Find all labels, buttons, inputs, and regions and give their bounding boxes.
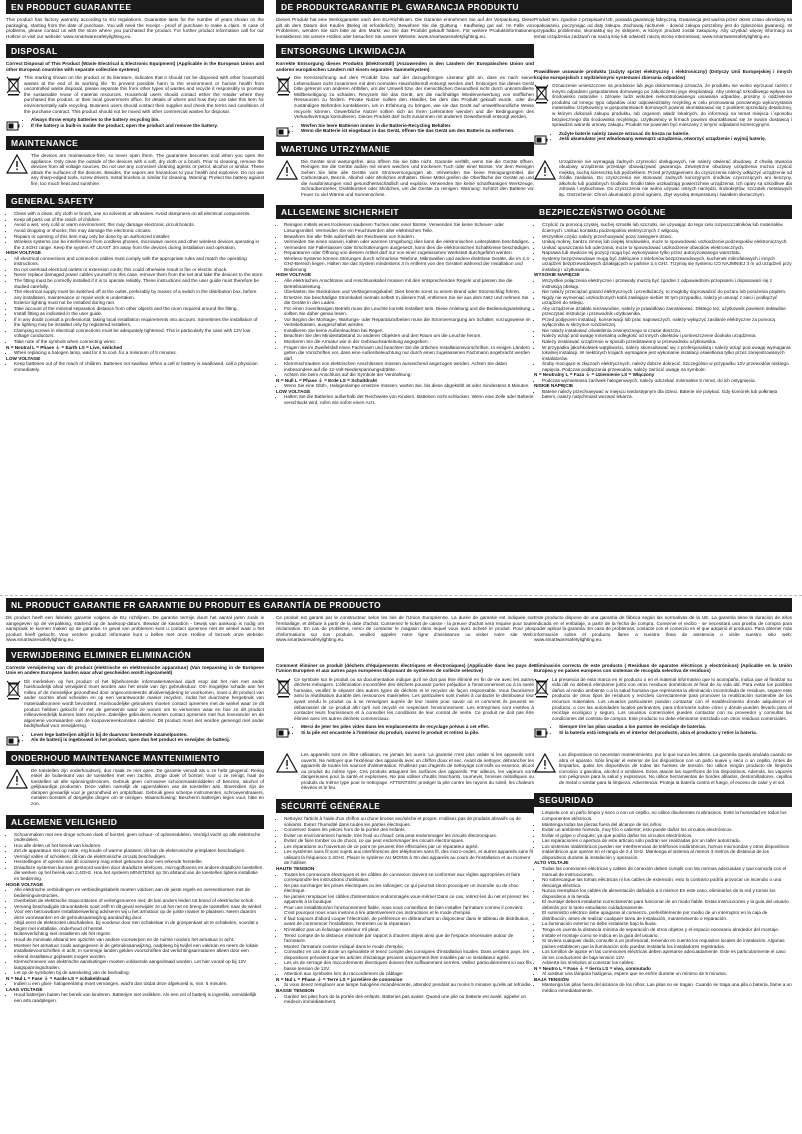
battery-row xyxy=(6,117,264,131)
safety-item: • Ne pas surcharger les prises électriques ou les rallonges; ce qui pourrait sinon provoquer un incendie ou de choc électrique. xyxy=(284,883,534,894)
battery-note: • Lever lege batterijen altijd in bij de daarvoor bestemde inzamelpunten. xyxy=(31,732,264,738)
safety-item: • Vermeiden Sie einen nassen, kalten oder warmen Umgebung; dies kann die elektronischen Leiterplatten beschädigen. xyxy=(284,239,534,245)
guarantee-section xyxy=(534,598,792,643)
safety-item: • No sobrecargue las tomas eléctricas ni los cables de extensión; esto lo contrario podría provocar un incendio o una descarga eléctrica. xyxy=(542,877,792,888)
safety-item: • La iluminación exterior no debe instalarse bajo la lluvia. xyxy=(542,921,792,927)
safety-list xyxy=(6,211,264,372)
battery-notes xyxy=(23,117,264,131)
safety-item: WYSOKIE NAPIĘCIE xyxy=(534,272,580,278)
safety-item: • Keep all parts out of the reach of children. xyxy=(14,217,264,223)
disposal-intro: Eliminación correcta de este producto ( Residuos de aparatos eléctricos y electrónicos) (Aplicable en la Unión Europea y en países europeos con sistemas de recogida selectiva de residuos) xyxy=(534,662,792,674)
disposal-section xyxy=(6,44,264,131)
battery-note: • Si la batería está integrada en el interior del producto, abra el producto y retire la batería. xyxy=(559,730,792,736)
section-header: DISPOSAL xyxy=(6,44,264,58)
safety-item: • Si vous devez remplacer une lampe halogène incandescente, attendez pendant au moins 5 minutes qu'elle ait refroidie. xyxy=(284,982,534,988)
safety-item: • Klemschroeven van elektrische aansluitingen moeten voldoende aangedraaid worden. Let hier vooral op bij 12V laagspanningsdraden. xyxy=(14,959,264,970)
safety-item: • If in any doubt consult a professional, taking local installation requirements into account. Sometimes the installation of the lighting may be installed only by registered installers. xyxy=(14,317,264,328)
bottom-half xyxy=(0,598,802,1134)
disposal-row xyxy=(534,677,792,724)
safety-item: • Należy instalować urządzenie w sposób przedstawiony w przewodniku użytkownika. xyxy=(542,339,792,345)
safety-item: • Draadloze systemen kunnen gestoord worden door draadloze telefoons, microgolfovens en andere draadloze toestellen die werken op het bereik van 2,4GHz. Hou het systeem MINSTENS op 3m afstand van de toestellen tijdens installatie en bediening. xyxy=(14,865,264,882)
safety-item: • Czyścić za pomocą czystej, suchej szmatki lub szczotki, nie używając do tego celu rozpuszczalników lub materiałów ściernych. Unikać kontaktu podzespołów elektrycznych z wilgocią. xyxy=(542,222,792,233)
safety-item: • Schoonmaken met een droge schone doek of borstel, geen schuur- of oplosmiddelen. Vermijd vocht op alle elektrische onderdelen. xyxy=(14,832,264,843)
safety-item: • Vermijd vallen of schokken; dit kan de elektronische circuits beschadigen. xyxy=(14,854,264,860)
warning-icon xyxy=(534,753,556,773)
battery-icon xyxy=(6,119,20,131)
disposal-row xyxy=(276,75,534,122)
safety-item: • Instale el montaje como se indica en la guía del usuario. xyxy=(542,933,792,939)
safety-item: • Für einen zuverlässigen Betrieb muss die Leuchte korrekt installiert sein. Diese Anleitung und die Bedienungsanleitung sollten Sie daher genau lesen. xyxy=(284,306,534,317)
safety-item: • All electrical connections and connection cables must comply with the appropriate rules and match the operating instructions. xyxy=(14,256,264,267)
safety-item: • Montez l'armature comme indiqué dans le mode d'emploi. xyxy=(284,944,534,950)
safety-item: • Évitez de faire tomber ou de chocs, ce qui peut endommager les circuits électroniques. xyxy=(284,838,534,844)
safety-item: • Fragen Sie im Zweifelsfall einen Fachmann und beachten Sie die örtlichen Installationsvorschriften. In einigen Ländern gelten die Vorschriften vor, dass eine Außenbeleuchtung nur durch einen zugelassenen Fachmann angebracht werden darf. xyxy=(284,345,534,362)
disposal-intro: Correcte verwijdering van dit product (elektrische en elektronische apparatuur) (Van toepassing in de Europese Unie en andere Europese landen waar afval gescheiden wordt ingezameld) xyxy=(6,664,264,676)
safety-item: • Montieren Sie die Armatur wie in der Gebrauchsanleitung angegeben. xyxy=(284,339,534,345)
safety-item: • Let op de symbolen bij de aansluiting van de bedrading: xyxy=(14,970,264,976)
safety-item: • Vor Beginn der Montage-, Wartungs- oder Reparaturarbeiten muss die Stromversorgung am Schalter, vorzugsweise im Verteilerkasten, ausgeschaltet werden. xyxy=(284,317,534,328)
crossed-bin-icon xyxy=(6,76,21,96)
safety-item: • Hou alle delen uit het bereik van kinderen. xyxy=(14,843,264,849)
disposal-row xyxy=(6,75,264,117)
section-header: MAINTENANCE xyxy=(6,136,264,150)
column-fr xyxy=(276,598,534,1134)
safety-item: • Consultez en cas de doute un spécialiste et tenez compte des consignes d'installation locales. Dans certains pays, les dispositions prévoient que les articles d'éclairage peuvent uniquement être installés par un installateur agréé. xyxy=(284,949,534,960)
warning-icon xyxy=(6,769,28,789)
safety-item: • Podczas wymieniania żarówek halogenowych, należy odczekać minimalnie 5 minut, do ich ostygnięcia. xyxy=(542,378,792,384)
crossed-bin-icon xyxy=(276,678,291,698)
disposal-section xyxy=(534,69,792,144)
disposal-intro: Prawidłowe usuwanie produktu (zużyty sprzęt elektryczny i elektroniczny) (Dotyczy Unii Europejskiej i innych krajów europejskich z wydzielonymi systemami zbierania odpadów) xyxy=(534,69,792,80)
battery-note: • Always throw empty batteries to the battery recycling bin. xyxy=(31,117,264,123)
safety-item: HIGH VOLTAGE xyxy=(276,272,311,278)
battery-note: • Werfen Sie leere Batterien immer in die Batterie-Recycling Behälter. xyxy=(301,123,534,129)
safety-item: • Attention aux symboles lors du raccordement du câblage: xyxy=(284,971,534,977)
safety-item: • The electrical supply must be switched off at the outlet, preferably by means of a switch in the distribution box, before any installation, maintenance or repair work is undertaken. xyxy=(14,289,264,300)
safety-item: • Conservez toutes les pièces hors de la portée des enfants. xyxy=(284,827,534,833)
safety-item: • Avoid dropping or shocks; this may damage the electronic circuits. xyxy=(14,228,264,234)
section-header: ALGEMENE VEILIGHEID xyxy=(6,815,264,829)
safety-item: • Wszystkie połączenia elektryczne i przewody muszą być zgodne z odpowiednimi przepisami i dopasowań się z instrukcją obsługi. xyxy=(542,278,792,289)
disposal-text: Ce symbole sur le produit ou sa documentation indique qu'il ne doit pas être éliminé en fin de vie avec les autres déchets ménagers. L'élimination incontrôlée des déchets pouvant porter préjudice à l'environnement ou à la santé humaine, veuillez le séparer des autres types de déchets et le recycler de façon responsable. Vous favoriserez ainsi la réutilisation durable des ressources matérielles. Les particuliers sont invités à contacter le distributeur leur ayant vendu le produit ou à se renseigner auprès de leur mairie pour savoir où et comment ils peuvent se débarrasser de ce produit afin qu'il soit recyclé en respectant l'environnement. Les entreprises sont invitées à contacter leurs fournisseurs et à consulter les conditions de leur contrat de vente. Ce produit ne doit pas être éliminé avec les autres déchets commerciaux. xyxy=(294,676,534,721)
battery-icon xyxy=(534,133,548,145)
safety-item: • Herstellingen of openen van dit voorwerp mag enkel gebeuren door een erkende hersteller. xyxy=(14,859,264,865)
safety-item: • Les systèmes sans fil sont sujets aux interférences des téléphones sans fil, des micro-ondes, et autres appareils sans fil utilisant la fréquence 2.4GHz. Placer le système AU MOINS à 3m des appareils au cours de l'installation et au moment de l'utiliser. xyxy=(284,849,534,866)
warning-icon xyxy=(534,160,556,180)
warning-icon xyxy=(276,753,298,773)
safety-item: • Todas las conexiones eléctricas y cables de conexión deben cumplir con las normas adecuadas y que coincida con el manual de instrucciones. xyxy=(542,866,792,877)
safety-item: NISKIE NAPIĘCIE xyxy=(534,383,574,389)
safety-item: • Los tornillos de ajuste en las conexiones eléctricas deben apretarse adecuadamente. Éste es particularmente el caso de los conductores de baja tensión 12V. xyxy=(542,949,792,960)
safety-item: • Aby urządzenie działało niezawodnie, należy je prawidłowo zainstalować. Dlatego też, użytkownik powinien dokładnie przeczytać instrukcje i przewodnik użytkownika. xyxy=(542,306,792,317)
safety-item: HAUTE TENSION xyxy=(276,865,315,871)
section-header: GENERAL SAFETY xyxy=(6,194,264,208)
safety-item: • Ersetzen Sie beschädigte Stromkabel niemals selbst! In diesem Fall, entfernen Sie sie aus dem Netz und nehmen Sie die Geräte in den Laden. xyxy=(284,295,534,306)
safety-item: • Installieren Sie keine Außenleuchten bei Regen. xyxy=(284,328,534,334)
safety-item: • Avoid a wet, very cold or warm environment; this may damage electronic circuit boards. xyxy=(14,222,264,228)
safety-item: • Unikaj mokrej, bardzo zimnej lub ciepłej środowisko, może to spowodować uszkodzenie podzespołów elektronicznych. xyxy=(542,239,792,245)
guarantee-section xyxy=(276,0,534,39)
maintenance-text: De toestellen zijn onderhoudsvrij, dus maak ze niet open. De garantie vervalt als u ze hebt geopend. Reinig enkel de buitenkant van de toestellen met een zachte, droge doek of borstel. Voor u ze reinigt, haal de toestellen uit alle spanningsbronnen. Gebruik geen corrosieve schoonmaakmiddelen of benzine, alcohol of gelijkaardige producten. Deze vallen namelijk de oppervlakken van de toestellen aan. Bovendien zijn de dampen gevaarlijk voor je gezondheid en ontplofbaar. Gebruik geen scherpe instrumenten, schroevendraaiers, metalen borstels of dergelijke dingen om te reinigen. Waarschuwing: Bescherm batterijen tegen vuur, hitte en zon. xyxy=(31,767,264,807)
safety-item: • Mantenga las pilas fuera del alcance de los niños. Las pilas no se tragan. Cuando se traga una pila o batería, llame a un médico inmediatamente. xyxy=(542,982,792,993)
safety-item: • Houd batterijen buiten het bereik van kinderen. Batterijen niet inslikken. Als een cel of batterij is ingeslikt, onmiddellijk een arts raadplegen. xyxy=(14,992,264,1003)
safety-item: • Las reparaciones o apertura de este artículo sólo podrán ser realizadas por un taller autorizado. xyxy=(542,838,792,844)
maintenance-row xyxy=(276,752,534,794)
section-header: ONDERHOUD MAINTENANCE MANTENIMIENTO xyxy=(6,751,264,765)
disposal-text: Oznaczenie umieszczone na produkcie lub jego dokumentacji oznacza, że produktu nie wolno wyrzucać razem z innymi odpadami gospodarstwa domowego po zakończeniu jego eksploatacji. Aby uniknąć szkodliwego wpływu na środowisko naturalne i zdrowie ludzi wskutek niekontrolowanego usuwania odpadów, prosimy o oddzielenie produktu od innego typu odpadów oraz odpowiedzialny recykling w celu promowania ponownego wykorzystania materiałów. Użytkownicy w gospodarstwach domowych powinni skontaktować się z punktem sprzedaży detalicznej, w którym dokonali zakupu produktu, lub organem władz lokalnych, do informacji na temat miejsca i sposobu bezpiecznego dla środowiska recyklingu. Użytkownicy w firmach powinni skontaktować się ze swoim dostawcą i sprawdzić warunki umowy zakupu. Produkt nie powinien być mieszany z innymi odpadami komercyjnymi. xyxy=(552,83,792,128)
maintenance-section xyxy=(6,136,264,189)
battery-note: • Zużyte baterie należy zawsze wrzucać do kosza na baterie. xyxy=(559,131,792,137)
maintenance-text: Urządzenie nie wymagają żadnych czynności obsługowych, nie należy otwierać obudowy. Z chwilą otwarcia obudowy urządzenia przestaje obowiązywać gwarancja. Zewnętrzne obudowy urządzenia można czyścić miękką, suchą ściereczką lub pędzelkiem. Przed przystąpieniem do czyszczenia należy odłączyć urządzenie od źródła zasilania. Do czyszczenia nie stosować żadnych korozyjnych środków czyszczących ani benzyny, alkoholu lub podobnych środków. Środki takie uszkadzają powierzchnie urządzenia. Ich opary są szkodliwe dla zdrowia i wybuchowe. Do czyszczenia nie wolno używać ostrych narzędzi, śrubokrętów, szczotek metalowych itp. Ostrzeżenie: Chroń akumulator przed ogniem, zbyt wysoką temperaturą i światłem słonecznym. xyxy=(559,158,792,197)
maintenance-text: The devices are maintenance-free, so never open them. The guarantee becomes void when you open the appliance. Only clean the outside of the devices with a soft, dry cloth or a brush. Prior to cleaning, remove the devices from all voltage sources. Do not use any corrosive/ cleaning agents or petrol, alcohol or similar. These attack the surfaces of the devices. Besides, the vapors are hazardous to your health and explosive. Do not use any sharp-edged tools, screw drivers, metal brushes or similar for cleaning. Warning: Protect the battery against fire, too much heat and sunshine. xyxy=(31,153,264,186)
maintenance-row xyxy=(534,752,792,788)
safety-section xyxy=(6,194,264,372)
safety-item: • Clean with a clean, dry cloth or brush, use no solvents or abrasives. Avoid dampness on all electrical components. xyxy=(14,211,264,217)
safety-item: • Beachten Sie den Mindestabstand zu anderen Objekten und den Raum um die Leuchte herum. xyxy=(284,333,534,339)
safety-item: • Buitenverlichting niet installeren als het regent. xyxy=(14,931,264,937)
section-header: DE PRODUKTGARANTIE PL GWARANCJA PRODUKTU xyxy=(276,0,534,14)
safety-item: BASSE TENSION xyxy=(276,987,315,993)
safety-item: N = Neutro L = Fase ⏚ = tierra LS = vivo, conmutado xyxy=(534,965,651,971)
safety-item: N = Neutralny L = Faza ⏚ = Uziemienie LS = Włączony xyxy=(534,372,655,378)
guarantee-section xyxy=(6,598,382,643)
safety-list xyxy=(534,222,792,400)
disposal-text: Die Kennzeichnung auf dem Produkt bzw. auf der dazugehörigen Literatur gibt an, dass es nach seiner Lebensdauer nicht zusammen mit dem normalen Haushaltsmüll entsorgt werden darf. Entsorgen Sie dieses Gerät bitte getrennt von anderen Abfällen, um der Umwelt bzw. der menschlichen Gesundheit nicht durch unkontrollierte Müllbeseitigung zu schaden. Recyceln Sie das Gerät, um die nachhaltige Wiederverwertung von stofflichen Ressourcen zu fördern. Private Nutzer sollten den Händler, bei dem das Produkt gekauft wurde, oder die zuständigen Behörden kontaktieren, um in Erfahrung zu bringen, wie sie das Gerät auf umweltfreundliche Weise recyceln können. Gewerbliche Nutzer sollten sich an Ihren Lieferanten wenden und die Bedingungen des Verkaufsvertrags konsultieren. Dieses Produkt darf nicht zusammen mit anderem Gewerbemüll entsorgt werden. xyxy=(294,75,534,120)
battery-note: • Merci de jeter les piles vides dans les emplacements de recyclage prévus à cet effet. xyxy=(301,724,534,730)
safety-item: • Voor een betrouwbare installatie/werking adviseren wij u het armatuur op de juiste manier te plaatsen. Neem daarom deze voorwaarden en de gebruiksaanwijzing aandachtig door. xyxy=(14,909,264,920)
section-header xyxy=(534,598,792,612)
guarantee-section xyxy=(6,0,264,39)
safety-item: • Tenga en cuenta la distancia mínima de separación de otros objetos y el espacio necesario alrededor del montaje. xyxy=(542,927,792,933)
safety-item: • Exterior lighting must not be installed during rain. xyxy=(14,300,264,306)
safety-item: • Nunca reemplace los cables de alimentación dañados a ti mismo! En este caso, eliminarlos de la red y tomar los dispositivos a la tienda. xyxy=(542,888,792,899)
safety-item: • Bewahren Sie alle Teile außerhalb der Reichweite von Kindern. xyxy=(284,234,534,240)
safety-list xyxy=(276,816,534,1005)
safety-item: BAJA TENSIÓN xyxy=(534,976,569,982)
column-pl xyxy=(534,0,792,595)
battery-row xyxy=(534,724,792,738)
safety-item: • Nigdy nie wymieniać uszkodzonych kabli zasilające siebie! W tym przypadku, należy je usunąć z sieci i podłączyć urządzeń do sklepu. xyxy=(542,295,792,306)
safety-section xyxy=(6,815,264,1004)
safety-item: • Mantenga todas las piezas fuera del alcance de los niños. xyxy=(542,822,792,828)
crossed-bin-icon xyxy=(6,680,21,700)
safety-item: • When replacing a halogen lamp, wait for it to cool, for a minimum of 5 minutes. xyxy=(14,350,264,356)
disposal-section xyxy=(534,663,792,738)
battery-notes xyxy=(23,732,264,746)
disposal-section xyxy=(276,663,534,738)
safety-item: • Monteer het armatuur zoals aangegeven in de gebruiksaanwijzing, nadpleeg bij twijfel een vakman en neem de lokale installatievoorschriften in acht. In sommige landen gelden voorschriften dat verlichtingsarmaturen alleen door een erkend installateur geplaatst mogen worden. xyxy=(14,943,264,960)
guarantee-section xyxy=(276,598,534,643)
safety-item: • Toutes les connexions électriques et les câbles de connexion doivent se conformer aux règles appropriées et faire correspondre les instructions d'utilisation. xyxy=(284,872,534,883)
safety-item: • Wszystkie części należy przechowywać poza zasięgiem dzieci. xyxy=(542,234,792,240)
guarantee-text: Produkt ten, zgodnie z przepisami UE, posiada gwarancję fabryczną. Gwarancja jest ważna przez okres czasu określony na opakowaniu, poczynając od daty zakupu. Zachowaj rachunek - dowód zakupu potrzebny jest do zgłoszenia gwarancji. W przypadku problemów, skontaktuj się ze sklepem, w którym produkt został zakupiony. Aby uzyskać więcej informacji na temat urządzenia zadzwoń na naszą linię lub odwiedź naszą stronę internetową: www.smartwaresafetylighting.eu. xyxy=(534,17,792,39)
safety-item: • Reinigen mittels eines trockenen sauberen Tuches oder einer Bürste. Verwenden Sie keine Scheuer- oder Lösungsmittel. Vermeiden Sie ein Feuchtwerden aller elektrischen Teile. xyxy=(284,222,534,233)
maintenance-section xyxy=(534,159,792,201)
safety-list xyxy=(6,832,264,1004)
battery-notes xyxy=(293,724,534,738)
safety-item: LOW VOLTAGE xyxy=(6,355,41,361)
safety-item: • Houd de minimale afstand ten opzichte van andere voorwerpen en de ruimte rondom het armatuur in acht. xyxy=(14,937,264,943)
safety-item: • Evitar un ambiente húmedo, muy frío o caliente; esto puede dañar los circuitos electrónicos. xyxy=(542,827,792,833)
section-header xyxy=(276,598,534,612)
safety-item: N = Neutral L = Phase ⏚ = Earth LS = Live, switched xyxy=(6,344,123,350)
battery-notes xyxy=(551,724,792,738)
battery-notes xyxy=(293,123,534,137)
maintenance-row xyxy=(534,159,792,201)
disposal-intro: Correct Disposal of This Product (Waste Electrical & Electronic Equipment) (Applicable in the European Union and other European countries with separate collection systems) xyxy=(6,61,264,72)
maintenance-row xyxy=(6,153,264,189)
safety-list xyxy=(276,222,534,405)
battery-icon xyxy=(276,726,290,738)
safety-section xyxy=(534,205,792,400)
guarantee-text: Dieses Produkt hat eine Werksgarantie nach den EU-Richtlinien. Die Garantie entnehmen Sie auf der Verpackung. Diese gilt ab dem Datum des Kaufes (Beleg ist erforderlich). Bewahren Sie die Quittung - Kaufbeleg gut auf. Im Falle von Problemen, wenden Sie sich bitte an den Markt, wo Sie das Produkt gekauft haben. Für weitere Produktinformationen kontaktieren Sie unsere Hotline oder besuchen Sie unsere Website: www.smartwaresafetylighting.eu. xyxy=(276,17,534,39)
disposal-row xyxy=(276,677,534,724)
safety-item: • Les réparations ou l'ouverture de ce point ne peuvent être effectuées par un réparateur agréé. xyxy=(284,844,534,850)
safety-item: • Reparaturen oder Öffnung von diesem Artikel darf nur von einer zugelassenen Werkstatt durchgeführt werden. xyxy=(284,250,534,256)
safety-item: • Wireless-Systeme können Störungen durch schnurlose Telefone, Mikrowellen und andere drahtlose Geräte, die im 2,4-GHz-Bereich liegen. Halten Sie das System mindestens 3 m entfernt von den Geräten während der Installation und Bedienung. xyxy=(284,256,534,273)
safety-item: HIGH VOLTAGE xyxy=(6,250,41,256)
guarantee-text: Ce produit est garanti par le constructeur selon les lois de l'Union Européenne. La durée de garantie est indiquée sur l'emballage, et débute à partir de la date d'achat. Conservez le ticket de caisse - la preuve d'achat sera requise pour toute réclamation. En cas de problème, merci de contacter le magasin dans lequel vous avez acheté le produit. Pour plus d'informations sur nos produits, veuillez appeler notre ligne d'assistance ou visiter notre site Web: www.smartwaresafetylighting.eu. xyxy=(276,615,534,643)
section-header: ALLGEMEINE SICHERHEIT xyxy=(276,205,534,219)
safety-item: N = Null L = Phase ⏚ = Erde LS = Schaltdraht xyxy=(276,377,377,383)
battery-icon xyxy=(276,125,290,137)
safety-item: LAAG VOLTAGE xyxy=(6,986,43,992)
maintenance-section xyxy=(276,142,534,201)
safety-item: • Tenez compte de la distance minimale par rapport à d'autres objets ainsi que de l'espace nécessaire autour de l'armature. xyxy=(284,933,534,944)
safety-item: • Repairs or opening of this item may only be done by an authorized installer. xyxy=(14,234,264,240)
safety-item: • Los sistemas inalámbricos pueden ser interferencias de teléfonos inalámbricos, hornos microondas y otros dispositivos inalámbricos que operan en el rango de 2,4 GHz. Mantenga el sistema al menos 3 metros de distancia de los dispositivos durante la instalación y operación. xyxy=(542,844,792,861)
safety-item: • Śruby mocujące w złączach elektrycznych, należy dobrze dokręcić. Szczególnie w przypadku 12V przewodów niskiego napięcia. Podczas podłączania przewodów, należy zwrócić uwagę na symbole: xyxy=(542,361,792,372)
battery-note: • Siempre tire las pilas usadas a los puntos de reciclaje de baterías. xyxy=(559,724,792,730)
safety-item: • Take account of the minimal separation distance from other objects and the room required around the fitting. xyxy=(14,306,264,312)
safety-item: • Limpiela con un paño limpio y seco o con un cepillo, no utilice disolventes ni abrasivos. Evite la humedad en todos los componentes eléctricos. xyxy=(542,810,792,821)
disposal-intro: Comment éliminer ce produit (déchets d'équipements électriques et électroniques) (Applicable dans les pays de l'Union Européen et aux autres pays européens disposant de systèmes de collecte sélective) xyxy=(276,662,534,674)
section-header xyxy=(534,0,792,14)
safety-item: • Overbelast de elektrische stopcontacten of verlengsnoeren niet; dit kan anders leiden tot brand of elektrische schok. xyxy=(14,898,264,904)
safety-item: • Gardez les piles hors de la portée des enfants. Batteries pas avaler. Quand une pile ou batterie est avalé, appeler un médecin immédiatement. xyxy=(284,994,534,1005)
battery-row xyxy=(276,123,534,137)
warning-icon xyxy=(276,160,298,180)
safety-item: • Never replace damaged power cables yourself! In this case, remove them from the net and take the devices to the store. xyxy=(14,272,264,278)
safety-item: • Install fitting as indicated in the user guide. xyxy=(14,311,264,317)
battery-note: • Jeśli akumulator jest wbudowany wewnątrz urządzenia, otworzyć urządzenie i wyjmij baterię. xyxy=(559,136,792,142)
crossed-bin-icon xyxy=(534,678,549,698)
safety-item: • Al sustituir una lámpara halógena, espere que se enfríe durante un mínimo de 5 minutos. xyxy=(542,971,792,977)
safety-item: • Nie należy instalować oświetlenia zewnętrznego w czasie deszczu. xyxy=(542,328,792,334)
safety-item: • Unikać upuszczania lub uderzania, może to spowodować uszkodzenie obwodów elektronicznych. xyxy=(542,245,792,251)
disposal-text: Dit merkteken op het product of het bijbehorende informatiemateriaal duidt erop dat het niet met ander huishoudelijk afval verwijderd moet worden aan het einde van zijn gebruiksduur. Om mogelijke schade aan het milieu of de menselijke gezondheid door ongecontroleerde afvalverwijdering te voorkomen, moet u dit product van ander soorten afval scheiden en op een verantwoorde manier recyclen, zodat het duurzame hergebruik van materiaalbronnen wordt bevorderd. Huishoudelijke gebruikers moeten contact opnemen met de winkel waar ze dit product hebben gekocht of met de gemeente waar ze wonen om te vernemen waar en hoe ze dit product milieuvriendelijk kunnen laten recyclen. Zakelijke gebruikers moeten contact opnemen met hun leverancier en de algemene voorwaarden van de koopovereenkomsten nalezen. Dit product moet niet worden gemengd met ander bedrijfsafval voor verwijdering. xyxy=(24,678,264,729)
crossed-bin-icon xyxy=(276,76,291,96)
column-en xyxy=(6,0,264,595)
battery-row xyxy=(276,724,534,738)
safety-item: • El montaje deberá instalarse correctamente para funcionar de un modo fiable. Estas instrucciones y la guía del usuario deberán por lo tanto estudiarse cuidadosamente. xyxy=(542,899,792,910)
safety-item: • Vermeiden Sie Fallenlassen oder Erschütterungen ausgesetzt, kann dies die elektronischen Schaltkreise beschädigen. xyxy=(284,245,534,251)
guarantee-text: This product has factory warranty according to EU regulations. Guarantee lasts for the number of years shown on the packaging, starting from the date of purchase. You will need the receipt - proof of purchase to make a claim. In case of problems, please contact us with the store where you purchased the product. For further product information call for our Hotline or visit our website: www.smartwaresafetylighting.eu. xyxy=(6,17,264,39)
safety-item: • Ne jamais remplacer les câbles d'alimentation endommagés vous-même! Dans ce cas, retirez-les du net et prenez les appareils à la boutique. xyxy=(284,894,534,905)
disposal-section xyxy=(6,648,264,746)
maintenance-text: Los dispositivos no necesitan mantenimiento, por lo que nunca les abren. La garantía queda anulada cuando se abra el aparato. Sólo limpiar el exterior de los dispositivos con un paño suave y seco o un cepillo. Antes de limpiarlos, quitar los dispositivos de todas las fuentes de tensión. No utilice ningún producto de limpieza corrosivo o gasolina, alcohol o similares. Estos atacan las superficies de los dispositivos. Además, los vapores son peligrosos para la salud y explosivos. No utilice herramientas de bordes afilados, destornilladores, cepillos de metal o similar para la limpieza. Advertencia: Proteja la batería contra el fuego, el exceso de calor y el sol. xyxy=(559,752,792,785)
battery-row xyxy=(534,131,792,145)
safety-item: • Alle elektrische verbindingen en verbindingskabels moeten voldoen aan de juiste regels en overeenkomen met de bedieningsinstructies. xyxy=(14,887,264,898)
guarantee-section xyxy=(534,0,792,39)
safety-item: • Achten Sie beim Anschluss auf die Symbole der Verdrahtung: xyxy=(284,372,534,378)
section-header: SÉCURITÉ GÉNÉRALE xyxy=(276,799,534,813)
section-header: EN PRODUCT GUARANTEE xyxy=(6,0,264,14)
safety-item: • Wireless systems can be interference from cordless phones, microwave ovens and other wireless devices operating in the 2.4GHz range. Keep the system AT LEAST 3m away from the devices during installation and operation. xyxy=(14,239,264,250)
safety-item: • Take note of the symbols when connecting wires: xyxy=(14,339,264,345)
column-es xyxy=(534,598,792,1134)
safety-item: • Evitar el golpe o choques; ya que podría dañar los circuitos electrónicos. xyxy=(542,833,792,839)
safety-item: • Nie należy przeciążać gniazd elektrycznych i przedłużaczy, to mogłoby doprowadzić do pożaru lub porażenia prądem. xyxy=(542,289,792,295)
section-header: BEZPIECZEŃSTWO OGÓLNE xyxy=(534,205,792,219)
safety-item: • Advierta los símbolos al conectar los cables: xyxy=(542,960,792,966)
safety-item: • W przypadku jakichkolwiek wątpliwości, należy skonsultować się z profesjonalistą i należy wziąć pod uwagę wymagania lokalnej instalacji. W niektórych krajach wymagane jest wykonanie instalacji oświetlenia tylko przez zarejestrowanych instalatorów. xyxy=(542,345,792,362)
safety-item: • Wenn Sie eine Glüh-, Halogenlampe ersetzen müssen, warten Sie, bis diese abgekühlt ist oder mindestens 5 Minuten. xyxy=(284,383,534,389)
battery-icon xyxy=(534,726,548,738)
safety-section xyxy=(276,799,534,1005)
disposal-text: This marking shown on the product or its literature, indicates that it should not be disposed with other household wastes at the end of its working life. To prevent possible harm to the environment or human health from uncontrolled waste disposal, please separate this from other types of wastes and recycle it responsibly to promote the sustainable reuse of material resources. Household users should contact either the retailer where they purchased this product, or their local government office, for details of where and how they can take this item for environmentally safe recycling. Business users should contact their supplier and check the terms and conditions of the purchase contract. This product should not be mixed with other commercial wastes for disposal. xyxy=(24,75,264,114)
safety-item: HOGE VOLTAGE xyxy=(6,881,44,887)
safety-item: • Keep batteries out of the reach of children. Batteries not swallow. When a cell or battery is swallowed, call a physician immediately. xyxy=(14,361,264,372)
safety-item: • Naprawa lub otwarcie tej pozycji mogą być wykonywane tylko przez autoryzowanego warsztatu. xyxy=(542,250,792,256)
safety-item: N = Nul L = Phase ⏚ = Terre LS = jarretière de connexion xyxy=(276,976,403,982)
section-header: WARTUNG UTRZYMANIE xyxy=(276,142,534,156)
warning-icon xyxy=(6,154,28,174)
safety-item: • Halten Sie die Batterien außerhalb der Reichweite von Kindern. Batterien nicht schlucken. Wenn eine Zelle oder Batterie verschluckt wird, rufen Sie sofort einen Arzt. xyxy=(284,394,534,405)
guarantee-text: Este producto dispone de una garantía de fábrica según las normativas de la UE. La garantía tiene la duración de años indicada en el embalaje, a partir de la fecha de compra. Conserve el recibo - se necesitará una prueba de compra para poder aplicar la garantía. En caso de problemas, contacte con el comercio en el que adquirió el producto. Para obtener más información sobre el producto, llame a nuestra línea de asistencia o visite nuestro sitio web: www.smartwaresafetylighting.eu. xyxy=(534,615,792,643)
battery-icon xyxy=(6,734,20,746)
disposal-text: La presencia de esta marca en el producto o en el material informativo que lo acompaña, indica que al finalizar su vida útil no deberá eliminarse junto con otros residuos domésticos al final de su vida útil. Para evitar los posibles daños al medio ambiente o a la salud humana que representa la eliminación incontrolada de residuos, separe este producto de otros tipos de residuos y recíclelo correctamente para promover la reutilización sostenible de los recursos materiales. Los usuarios particulares pueden contactar con el establecimiento donde adquirieron el producto, o con las autoridades locales pertinentes, para informarse sobre cómo y dónde pueden llevarlo para el reciclaje ecológico y seguro. Los usuarios comerciales pueden contactar con su proveedor y consultar las condiciones del contrato de compra. Este producto no debe eliminarse mezclado con otros residuos comerciales. xyxy=(552,676,792,721)
maintenance-section xyxy=(6,751,264,810)
maintenance-row xyxy=(276,159,534,201)
safety-section xyxy=(276,205,534,405)
disposal-row xyxy=(534,83,792,130)
safety-item: LOW VOLTAGE xyxy=(276,388,311,394)
safety-item: • N'installez pas un éclairage extérieur s'il pleut. xyxy=(284,927,534,933)
safety-item: • Alle elektrischen Anschlüsse und Anschlusskabel müssen mit den entsprechenden Regeln und passen Sie die Betriebsanleitung. xyxy=(284,278,534,289)
battery-note: • Si la pile est encastrée à l'intérieur du produit, ouvrez le produit et retirez la pile. xyxy=(301,730,534,736)
safety-item: • Il faut toujours d'abord couper l'électricité, de préférence en débranchant un disjoncteur dans le tableau de distribution, avant de commencer l'installation, l'entretien ou la réparation. xyxy=(284,916,534,927)
section-header: ENTSORGUNG LIKWIDACJA xyxy=(276,44,534,58)
safety-item: • Si tuviera cualquier duda, consulte a un profesional, teniendo en cuenta los requisitos locales de instalación. Algunas países establecen que la iluminación solo puedan instalarla los instaladores registrados. xyxy=(542,938,792,949)
safety-item: ALTO VOLTAJE xyxy=(534,860,569,866)
safety-item: • Nettoyez l'article à l'aide d'un chiffon ou d'une brosse sec/sèche et propre; n'utilisez pas de produits abrasifs ou de solvants. Évitez l'humidité dans toutes les parties électriques. xyxy=(284,816,534,827)
battery-note: • If the battery is built-in inside the product, open the product and remove the battery. xyxy=(31,123,264,129)
disposal-intro: Korrekte Entsorgung dieses Produkts (Elektromüll) (Anzuwenden in den Ländern der Europäischen Union und anderen europäischen Ländern mit einem separaten Sammelsystem) xyxy=(276,61,534,72)
maintenance-text: Die Geräte sind wartungsfrei, also öffnen Sie sie bitte nicht. Garantie verfällt, wenn Sie die Geräte öffnen. Reinigen Sie die Geräte außen mit einem weichen und trockenen Tuch oder einer Bürste. Vor dem Reinigen ziehen Sie bitte alle Geräte vom Stromversorgungen ab. Verwenden Sie keine Reinigungsmittel, die Carbonsäure, Benzin, Alkohol oder ähnliches enthalten. Diese Mittel greifen die Oberfläche der Geräte an und die Ausdünstungen sind gesundheitsschädlich und explosiv. Verwenden Sie keine scharfkantigen Werkzeuge, Schraubenzieher, Drahtbürsten oder ähnliches, um die Geräte zu reinigen. Warnung: Schützt den Batterie vor Feuer zu viel Wärme und Sonnenschein. xyxy=(301,158,534,197)
crossed-bin-icon xyxy=(534,84,549,104)
safety-item: N = Nul L = Fase ⏚ = Aarde LS = schakeldraad xyxy=(6,975,110,981)
safety-item: • Zet de apparatuur niet op natte, erg koude of warme plaatsen; dit kan de elektronische printplaten beschadigen. xyxy=(14,848,264,854)
safety-item: • Do not overload electrical outlets or extension cords; this could otherwise result in fire or electric shock. xyxy=(14,267,264,273)
safety-item: • Przed podjęciem instalacji, konserwacji lub prac naprawczych, należy wyłączyć zasilanie elektryczne za pomocą wyłącznika w skrzynce rozdzielczej. xyxy=(542,317,792,328)
safety-item: • Baterie należy przechowywać w miejscu niedostępnym dla dzieci. Baterie nie połykać. Gdy komórek lub połknięta baterii, należy natychmiast wezwać lekarza. xyxy=(542,389,792,400)
section-header: SEGURIDAD xyxy=(534,793,792,807)
safety-item: • Überlasten Sie Steckdosen und Verlängerungskabel; Dies könnte sonst zu einem Brand oder Stromschlag führen. xyxy=(284,289,534,295)
safety-item: • Éviter un environnement humide, très froid ou chaud; cela peut endommager les circuits électroniques. xyxy=(284,833,534,839)
safety-item: • Pour une installation/un fonctionnement fiable, nous vous conseillons de bien installer l'armature comme il convient. C'est pourquoi nous vous invitons à lire attentivement ces instructions et le mode d'emploi. xyxy=(284,905,534,916)
safety-section xyxy=(534,793,792,993)
section-header: NL PRODUCT GARANTIE FR GARANTIE DU PRODUIT ES GARANTÍA DE PRODUCTO xyxy=(6,598,548,612)
guarantee-text: Dit product heeft een fabrieks garantie volgens de EU richtlijnen. De garantie termijn duurt het aantal jaren zoals is aangegeven op de verpakking, startend op de aankoop-datum. Bewaar de kassabon - bewijs van aankoop is nodig om aanspraak te kunnen maken op de garantie. In geval van problemen kunt u contact opnemen met de winkel waar u het product heeft gekocht. Voor verdere product informatie kunt u bellen met onze Hotline of bezoek onze website: www.smartwaresafetylighting.eu. xyxy=(6,615,264,643)
safety-item: • Indien u een gloei- halogeenlamp moet vervangen, wacht dan totdat deze afgekoeld is, min. 5 minuten. xyxy=(14,981,264,987)
safety-list xyxy=(534,810,792,993)
battery-notes xyxy=(551,131,792,145)
safety-item: • Należy wziąć pod uwagę minimalną odległość od innych obiektów i pomieszczenie dookoła urządzenia. xyxy=(542,333,792,339)
safety-item: • Systemy bezprzewodowe mogą być zakłócane z telefonów bezprzewodowych, kuchenek mikrofalowych i innych urządzeń bezprzewodowych działających w paśmie 2,4 GHz. Trzymaj się systemu CO NAJMNIEJ 3 m od urządzeń przy instalacji i użytkowaniu. xyxy=(542,256,792,273)
section-header: VERWIJDERING ELIMINER ELIMINACIÓN xyxy=(6,648,264,662)
disposal-section xyxy=(276,44,534,136)
safety-item: • Altijd eerst de elektriciteit uitschakelen, bij voorkeur door een schakelaar in de groepenkast uit te schakelen, voordat u begint met installatie, onderhoud of herstel. xyxy=(14,920,264,931)
maintenance-text: Les appareils sont en libre utilisation, ne jamais les ouvrir. La garantie n'est plus valide si les appareils sont ouverts. Ne nettoyer que l'extérieur des appareils avec un chiffon doux et sec. Avant de nettoyer, débrancher les appareils de toutes les sources d'alimentation. N'utilisez pas d'agents de nettoyage corrosifs ou essence, alcool ou produit du même type. Ces produits attaquent les surfaces des appareils. Par ailleurs, les vapeurs sont dangereuses pour la santé et explosives. Ne pas utiliser d'outils tranchants, tournevis, brosses métalliques ou produits du même type pour le nettoyage. ATTENTION: protéger la pile contre les rayons du soleil, les chaleurs élevées et le feu. xyxy=(301,752,534,791)
column-de xyxy=(276,0,534,595)
disposal-row xyxy=(6,679,264,732)
safety-item: • The fitting must be correctly installed if it is to operate reliably. These instructions and the user guide must therefore be studied carefully. xyxy=(14,278,264,289)
battery-note: • Als de batterij is ingebouwd in het product, open dan het product en verwijder de batterij. xyxy=(31,737,264,743)
maintenance-row xyxy=(6,768,264,810)
safety-item: • Les vis de serrage des raccordements électriques doivent être suffisamment serrées. Veillez particulièrement ici aux fils basse tension de 12V. xyxy=(284,960,534,971)
maintenance-section xyxy=(276,752,534,794)
safety-item: • Klemmschrauben von elektrischen Anschlüssen müssen ausreichend angezogen werden. Achten Sie dabei insbesondere auf die 12-Volt-Niederspannungsdrähte. xyxy=(284,361,534,372)
battery-row xyxy=(6,732,264,746)
maintenance-section xyxy=(534,752,792,788)
safety-item: • El suministro eléctrico debe apagarse al comienzo, preferiblemente por medio de un interruptor en la caja de distribución, antes de realizar cualquier tarea de instalación, mantenimiento o reparación. xyxy=(542,910,792,921)
safety-item: • Clamping screws in electrical connections must be adequately tightened. This is particularly the case with 12V low voltage conductors. xyxy=(14,328,264,339)
battery-note: • Wenn die Batterie ist eingebaut in das Gerät, öffnen Sie das Gerät um den Batterie zu entfernen. xyxy=(301,128,534,134)
safety-item: • Vervang beschadigde stroomkabels nooit zelf! In dit geval verwijder ze uit het net en breng de toestellen naar de winkel. xyxy=(14,904,264,910)
